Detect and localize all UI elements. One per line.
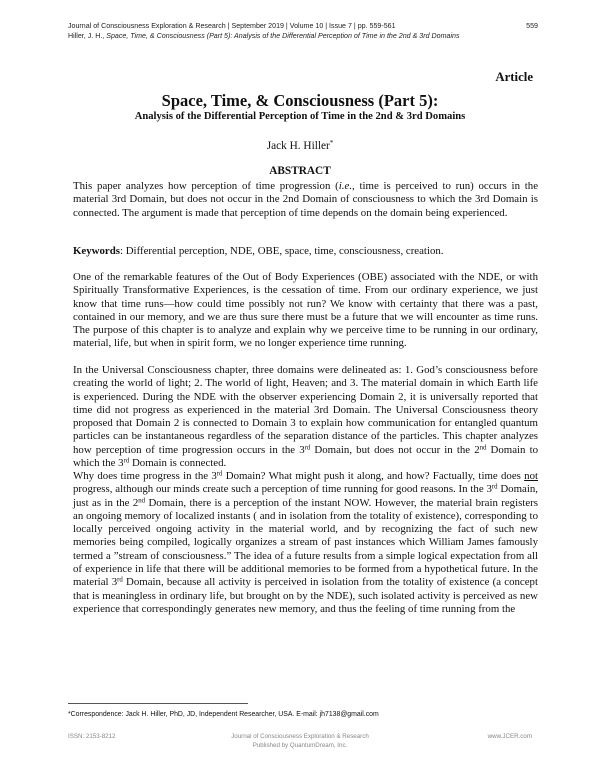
paragraph-text: Domain, just as in the 2 [73, 483, 538, 509]
article-type-label: Article [495, 70, 533, 84]
ordinal-superscript: rd [304, 444, 311, 452]
author-line [0, 140, 600, 152]
abstract-ie: i.e. [338, 180, 353, 192]
abstract-text-part: This paper analyzes how perception of time progression ( [73, 180, 339, 192]
body-paragraph-1: One of the remarkable features of the Out of Body Experiences (OBE) associated with the NDE, or with Spiritually Transformative Experiences, is the cessation of time. From our ordinary experience, we just know that time runs—how could time possibly not run? We know with certainty that there was a past, contained in our memory, and we are thus sure there must be a future that we will encounter as time runs. The purpose of this chapter is to analyze and explain why we perceive time to be running in our ordinary, material, life, but when in spirit form, we no longer experience time running. [73, 271, 538, 350]
paragraph-text: Domain, because all activity is perceived in isolation from the totality of existence (a concept that is meaningless in ordinary life, but brought on by the NDE), such isolated activity is perceived as new experience that correspondingly generates new memory, and thus the feeling of time running from the [73, 576, 538, 615]
paragraph-text: progress, although our minds create such a perception of time running for good reasons. In the 3 [73, 483, 492, 496]
ordinal-superscript: rd [491, 483, 498, 491]
abstract-text [73, 180, 538, 220]
footer-journal-name: Journal of Consciousness Exploration & Research [231, 733, 369, 740]
ordinal-superscript: nd [138, 497, 146, 505]
paragraph-text: Domain is connected. [129, 457, 227, 470]
paragraph-text: Why does time progress in the 3 [73, 470, 217, 482]
running-header [68, 21, 538, 41]
footnote-divider [68, 703, 248, 704]
paragraph-text: Domain? What might push it along, and how? Factually, time does [222, 470, 525, 482]
body-paragraph-2 [73, 364, 538, 470]
citation-title: Space, Time, & Consciousness (Part 5): Analysis of the Differential Perception of Time in the 2nd & 3rd Domains [106, 32, 460, 40]
ordinal-superscript: rd [216, 470, 223, 478]
abstract-heading: ABSTRACT [269, 165, 331, 177]
abstract-text-part: , time is perceived to run) occurs in the material 3rd Domain, but does not occur in the 2nd Domain of consciousness to which the 3rd Domain is connected. The argument is made that perception of time depends on the domain being experienced. [73, 180, 539, 219]
ordinal-superscript: nd [479, 444, 487, 452]
author-footnote-mark: * [329, 139, 334, 147]
paragraph-text: In the Universal Consciousness chapter, three domains were delineated as: 1. God’s consciousness before creating the world of light; 2. The world of light, Heaven; and 3. The material domain in which Earth life is experienced. During the NDE with the observer experiencing Domain 2, it is universally reported that time did not progress as experienced in the material 3rd Domain. The Universal Consciousness theory proposed that Domain 2 is connected to Domain 3 to explain how communication for entangled quantum particles can be instantaneous regardless of the separation distance of the particles. This chapter analyzes how perception of time progression occurs in the 3 [73, 364, 538, 456]
footer-publisher: Published by QuantumDream, Inc. [252, 742, 348, 749]
ordinal-superscript: rd [123, 457, 130, 465]
correspondence-footnote: *Correspondence: Jack H. Hiller, PhD, JD, Independent Researcher, USA. E-mail: jh7138@gmail.com [68, 711, 379, 718]
ordinal-superscript: rd [117, 576, 123, 584]
paragraph-text: Domain to which the 3 [73, 443, 539, 470]
paragraph-text: Domain, but does not occur in the 2 [310, 443, 480, 456]
keywords-label: Keywords [73, 245, 120, 257]
citation-line [68, 31, 538, 41]
keywords [73, 245, 538, 258]
paper-title: Space, Time, & Consciousness (Part 5): [161, 91, 439, 110]
page-number: 559 [526, 22, 538, 30]
journal-line: Journal of Consciousness Exploration & Research | September 2019 | Volume 10 | Issue 7 | pp. 559-561 [68, 22, 396, 30]
footer-website: www.JCER.com [487, 733, 532, 740]
keywords-list: : Differential perception, NDE, OBE, space, time, consciousness, creation. [120, 245, 444, 257]
author-name: Jack H. Hiller [266, 140, 330, 152]
footer-issn: ISSN: 2153-8212 [68, 733, 116, 740]
paragraph-text: Domain, there is a perception of the instant NOW. However, the material brain registers an ongoing memory of localized instants ( and in isolation from the totality of existence), corresponding to locally perceived ongoing activity in the material world, and by recognizing the fact of such new memories being compiled, logically organizes a stream of past instances which William James famously termed a ”stream of consciousness.” The idea of a future results from a simple logical expectation from all of experience in life that there will be additional memories to be formed from a hypothetical future. In the material 3 [73, 496, 538, 589]
body-paragraph-3 [73, 470, 538, 616]
underlined-word: not [524, 470, 539, 482]
paper-subtitle: Analysis of the Differential Perception of Time in the 2nd & 3rd Domains [134, 111, 466, 122]
citation-prefix: Hiller, J. H., [68, 32, 107, 40]
